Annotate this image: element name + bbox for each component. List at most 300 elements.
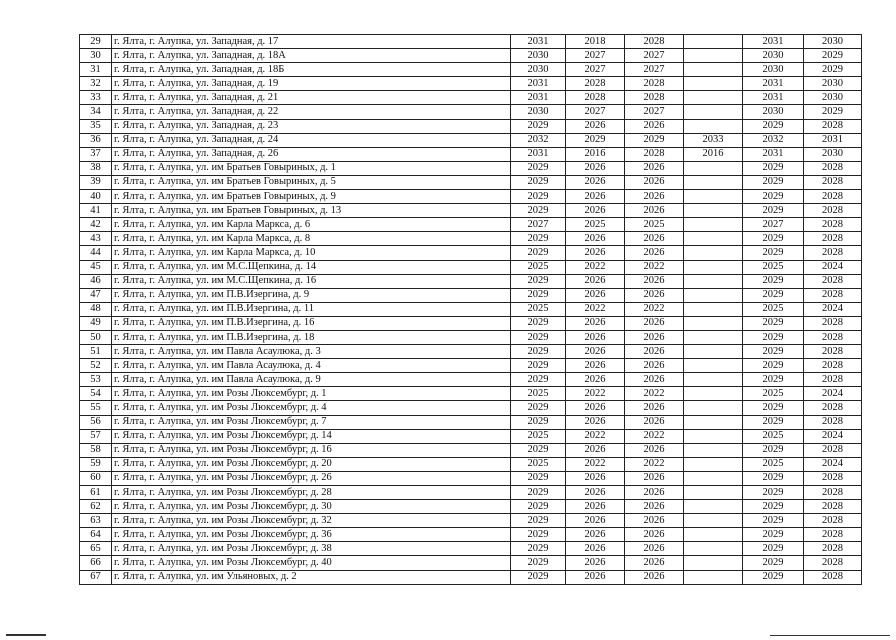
row-number: 58 — [80, 443, 112, 457]
table-row — [80, 486, 862, 500]
year-cell-1: 2029 — [511, 401, 566, 415]
year-cell-4 — [684, 63, 743, 77]
year-cell-1: 2029 — [511, 190, 566, 204]
table-row — [80, 556, 862, 570]
year-cell-5: 2029 — [743, 345, 804, 359]
year-cell-3: 2026 — [625, 415, 684, 429]
year-cell-1: 2025 — [511, 387, 566, 401]
year-cell-2: 2027 — [566, 63, 625, 77]
year-cell-2: 2029 — [566, 133, 625, 147]
year-cell-2: 2022 — [566, 302, 625, 316]
year-cell-4 — [684, 330, 743, 344]
year-cell-2: 2026 — [566, 204, 625, 218]
year-cell-4 — [684, 415, 743, 429]
year-cell-6: 2028 — [804, 330, 862, 344]
year-cell-1: 2029 — [511, 500, 566, 514]
table-row — [80, 119, 862, 133]
year-cell-6: 2028 — [804, 486, 862, 500]
address-cell: г. Ялта, г. Алупка, ул. им Ульяновых, д. 2 — [112, 570, 511, 584]
year-cell-4 — [684, 105, 743, 119]
table-row — [80, 373, 862, 387]
year-cell-4 — [684, 246, 743, 260]
year-cell-3: 2026 — [625, 542, 684, 556]
year-cell-5: 2031 — [743, 147, 804, 161]
year-cell-3: 2026 — [625, 528, 684, 542]
year-cell-6: 2028 — [804, 190, 862, 204]
year-cell-5: 2030 — [743, 49, 804, 63]
year-cell-2: 2026 — [566, 190, 625, 204]
row-number: 35 — [80, 119, 112, 133]
year-cell-1: 2029 — [511, 274, 566, 288]
year-cell-5: 2029 — [743, 542, 804, 556]
table-row — [80, 204, 862, 218]
year-cell-4 — [684, 556, 743, 570]
year-cell-1: 2029 — [511, 471, 566, 485]
year-cell-1: 2025 — [511, 457, 566, 471]
year-cell-1: 2030 — [511, 63, 566, 77]
table-row — [80, 133, 862, 147]
table-row — [80, 91, 862, 105]
year-cell-2: 2026 — [566, 330, 625, 344]
year-cell-4 — [684, 49, 743, 63]
row-number: 65 — [80, 542, 112, 556]
year-cell-5: 2032 — [743, 133, 804, 147]
table-row — [80, 175, 862, 189]
year-cell-6: 2030 — [804, 35, 862, 49]
year-cell-4 — [684, 190, 743, 204]
table-row — [80, 457, 862, 471]
row-number: 37 — [80, 147, 112, 161]
year-cell-1: 2029 — [511, 556, 566, 570]
row-number: 34 — [80, 105, 112, 119]
year-cell-4 — [684, 316, 743, 330]
year-cell-6: 2024 — [804, 457, 862, 471]
year-cell-3: 2026 — [625, 401, 684, 415]
row-number: 56 — [80, 415, 112, 429]
year-cell-3: 2027 — [625, 105, 684, 119]
year-cell-3: 2028 — [625, 35, 684, 49]
year-cell-1: 2029 — [511, 443, 566, 457]
table-row — [80, 570, 862, 584]
year-cell-1: 2029 — [511, 204, 566, 218]
year-cell-6: 2028 — [804, 218, 862, 232]
year-cell-6: 2029 — [804, 105, 862, 119]
year-cell-3: 2026 — [625, 119, 684, 133]
year-cell-6: 2028 — [804, 345, 862, 359]
year-cell-1: 2029 — [511, 330, 566, 344]
year-cell-3: 2022 — [625, 457, 684, 471]
address-cell: г. Ялта, г. Алупка, ул. им Карла Маркса, д. 6 — [112, 218, 511, 232]
year-cell-1: 2032 — [511, 133, 566, 147]
year-cell-4 — [684, 373, 743, 387]
year-cell-2: 2022 — [566, 429, 625, 443]
scan-mark-left — [6, 634, 46, 636]
table-row — [80, 105, 862, 119]
year-cell-2: 2026 — [566, 443, 625, 457]
year-cell-1: 2030 — [511, 49, 566, 63]
year-cell-2: 2026 — [566, 471, 625, 485]
address-cell: г. Ялта, г. Алупка, ул. Западная, д. 17 — [112, 35, 511, 49]
year-cell-1: 2029 — [511, 175, 566, 189]
table-row — [80, 274, 862, 288]
year-cell-1: 2029 — [511, 288, 566, 302]
table-row — [80, 288, 862, 302]
year-cell-1: 2025 — [511, 260, 566, 274]
year-cell-5: 2029 — [743, 471, 804, 485]
table-body — [80, 35, 862, 585]
year-cell-2: 2026 — [566, 401, 625, 415]
year-cell-2: 2027 — [566, 105, 625, 119]
address-cell: г. Ялта, г. Алупка, ул. им Братьев Говыриных, д. 9 — [112, 190, 511, 204]
row-number: 32 — [80, 77, 112, 91]
year-cell-5: 2029 — [743, 288, 804, 302]
year-cell-3: 2026 — [625, 232, 684, 246]
schedule-table — [79, 34, 862, 585]
year-cell-4 — [684, 274, 743, 288]
year-cell-4 — [684, 500, 743, 514]
year-cell-5: 2029 — [743, 514, 804, 528]
address-cell: г. Ялта, г. Алупка, ул. им Розы Люксембург, д. 26 — [112, 471, 511, 485]
year-cell-6: 2028 — [804, 359, 862, 373]
year-cell-4 — [684, 260, 743, 274]
row-number: 55 — [80, 401, 112, 415]
row-number: 36 — [80, 133, 112, 147]
year-cell-6: 2030 — [804, 77, 862, 91]
address-cell: г. Ялта, г. Алупка, ул. им П.В.Изергина, д. 16 — [112, 316, 511, 330]
year-cell-1: 2029 — [511, 316, 566, 330]
table-row — [80, 345, 862, 359]
table-row — [80, 387, 862, 401]
year-cell-6: 2028 — [804, 373, 862, 387]
table-row — [80, 528, 862, 542]
address-cell: г. Ялта, г. Алупка, ул. им Братьев Говыриных, д. 13 — [112, 204, 511, 218]
year-cell-5: 2025 — [743, 302, 804, 316]
table-row — [80, 415, 862, 429]
address-cell: г. Ялта, г. Алупка, ул. им Розы Люксембург, д. 14 — [112, 429, 511, 443]
year-cell-3: 2022 — [625, 260, 684, 274]
address-cell: г. Ялта, г. Алупка, ул. им Павла Асаулюка, д. 3 — [112, 345, 511, 359]
row-number: 40 — [80, 190, 112, 204]
year-cell-1: 2025 — [511, 302, 566, 316]
year-cell-4 — [684, 514, 743, 528]
year-cell-6: 2029 — [804, 63, 862, 77]
address-cell: г. Ялта, г. Алупка, ул. им Розы Люксембург, д. 36 — [112, 528, 511, 542]
year-cell-3: 2028 — [625, 77, 684, 91]
year-cell-1: 2029 — [511, 359, 566, 373]
year-cell-6: 2028 — [804, 161, 862, 175]
year-cell-2: 2022 — [566, 260, 625, 274]
row-number: 41 — [80, 204, 112, 218]
year-cell-6: 2028 — [804, 232, 862, 246]
year-cell-2: 2026 — [566, 359, 625, 373]
year-cell-3: 2026 — [625, 330, 684, 344]
row-number: 47 — [80, 288, 112, 302]
year-cell-2: 2026 — [566, 415, 625, 429]
year-cell-5: 2029 — [743, 443, 804, 457]
year-cell-6: 2024 — [804, 260, 862, 274]
address-cell: г. Ялта, г. Алупка, ул. им Розы Люксембург, д. 16 — [112, 443, 511, 457]
year-cell-5: 2029 — [743, 274, 804, 288]
address-cell: г. Ялта, г. Алупка, ул. Западная, д. 23 — [112, 119, 511, 133]
year-cell-4: 2033 — [684, 133, 743, 147]
table-row — [80, 316, 862, 330]
year-cell-6: 2028 — [804, 246, 862, 260]
table-row — [80, 471, 862, 485]
address-cell: г. Ялта, г. Алупка, ул. им П.В.Изергина, д. 11 — [112, 302, 511, 316]
year-cell-5: 2025 — [743, 387, 804, 401]
year-cell-4 — [684, 161, 743, 175]
year-cell-4 — [684, 486, 743, 500]
row-number: 31 — [80, 63, 112, 77]
year-cell-5: 2029 — [743, 316, 804, 330]
year-cell-1: 2029 — [511, 373, 566, 387]
year-cell-1: 2029 — [511, 232, 566, 246]
year-cell-6: 2028 — [804, 415, 862, 429]
address-cell: г. Ялта, г. Алупка, ул. Западная, д. 26 — [112, 147, 511, 161]
year-cell-6: 2028 — [804, 542, 862, 556]
table-row — [80, 500, 862, 514]
year-cell-4 — [684, 429, 743, 443]
table-row — [80, 542, 862, 556]
year-cell-2: 2026 — [566, 514, 625, 528]
year-cell-5: 2029 — [743, 119, 804, 133]
year-cell-1: 2031 — [511, 91, 566, 105]
year-cell-6: 2028 — [804, 274, 862, 288]
row-number: 64 — [80, 528, 112, 542]
year-cell-3: 2025 — [625, 218, 684, 232]
row-number: 44 — [80, 246, 112, 260]
year-cell-6: 2031 — [804, 133, 862, 147]
year-cell-5: 2029 — [743, 528, 804, 542]
year-cell-4 — [684, 77, 743, 91]
year-cell-2: 2026 — [566, 246, 625, 260]
year-cell-2: 2027 — [566, 49, 625, 63]
year-cell-6: 2028 — [804, 401, 862, 415]
year-cell-3: 2026 — [625, 500, 684, 514]
year-cell-6: 2028 — [804, 119, 862, 133]
year-cell-4 — [684, 570, 743, 584]
year-cell-2: 2028 — [566, 91, 625, 105]
row-number: 48 — [80, 302, 112, 316]
address-cell: г. Ялта, г. Алупка, ул. им П.В.Изергина, д. 18 — [112, 330, 511, 344]
year-cell-3: 2026 — [625, 345, 684, 359]
table-row — [80, 190, 862, 204]
row-number: 51 — [80, 345, 112, 359]
year-cell-2: 2026 — [566, 528, 625, 542]
year-cell-5: 2029 — [743, 401, 804, 415]
row-number: 46 — [80, 274, 112, 288]
year-cell-6: 2029 — [804, 49, 862, 63]
year-cell-1: 2029 — [511, 415, 566, 429]
row-number: 30 — [80, 49, 112, 63]
row-number: 42 — [80, 218, 112, 232]
row-number: 66 — [80, 556, 112, 570]
year-cell-2: 2026 — [566, 232, 625, 246]
table-row — [80, 147, 862, 161]
table-row — [80, 49, 862, 63]
address-cell: г. Ялта, г. Алупка, ул. им Розы Люксембург, д. 38 — [112, 542, 511, 556]
year-cell-3: 2027 — [625, 63, 684, 77]
year-cell-4 — [684, 359, 743, 373]
table-row — [80, 401, 862, 415]
year-cell-6: 2024 — [804, 387, 862, 401]
address-cell: г. Ялта, г. Алупка, ул. им Розы Люксембург, д. 4 — [112, 401, 511, 415]
row-number: 63 — [80, 514, 112, 528]
year-cell-6: 2028 — [804, 500, 862, 514]
address-cell: г. Ялта, г. Алупка, ул. им М.С.Щепкина, д. 16 — [112, 274, 511, 288]
row-number: 60 — [80, 471, 112, 485]
year-cell-2: 2022 — [566, 457, 625, 471]
address-cell: г. Ялта, г. Алупка, ул. им Розы Люксембург, д. 28 — [112, 486, 511, 500]
year-cell-2: 2026 — [566, 175, 625, 189]
row-number: 57 — [80, 429, 112, 443]
address-cell: г. Ялта, г. Алупка, ул. Западная, д. 22 — [112, 105, 511, 119]
address-cell: г. Ялта, г. Алупка, ул. им П.В.Изергина, д. 9 — [112, 288, 511, 302]
year-cell-3: 2026 — [625, 514, 684, 528]
year-cell-5: 2029 — [743, 190, 804, 204]
year-cell-5: 2029 — [743, 500, 804, 514]
year-cell-4 — [684, 35, 743, 49]
year-cell-3: 2029 — [625, 133, 684, 147]
year-cell-2: 2026 — [566, 288, 625, 302]
year-cell-6: 2028 — [804, 204, 862, 218]
year-cell-6: 2028 — [804, 471, 862, 485]
year-cell-3: 2026 — [625, 570, 684, 584]
year-cell-1: 2029 — [511, 345, 566, 359]
year-cell-5: 2029 — [743, 373, 804, 387]
table-row — [80, 35, 862, 49]
year-cell-4 — [684, 443, 743, 457]
year-cell-5: 2031 — [743, 77, 804, 91]
year-cell-3: 2026 — [625, 316, 684, 330]
table-row — [80, 246, 862, 260]
year-cell-5: 2029 — [743, 415, 804, 429]
year-cell-1: 2029 — [511, 246, 566, 260]
year-cell-3: 2026 — [625, 246, 684, 260]
year-cell-3: 2022 — [625, 387, 684, 401]
row-number: 38 — [80, 161, 112, 175]
year-cell-1: 2029 — [511, 486, 566, 500]
year-cell-2: 2025 — [566, 218, 625, 232]
year-cell-5: 2029 — [743, 161, 804, 175]
year-cell-6: 2028 — [804, 528, 862, 542]
year-cell-4 — [684, 175, 743, 189]
year-cell-1: 2031 — [511, 77, 566, 91]
year-cell-3: 2026 — [625, 443, 684, 457]
year-cell-5: 2029 — [743, 570, 804, 584]
year-cell-2: 2022 — [566, 387, 625, 401]
year-cell-5: 2029 — [743, 556, 804, 570]
year-cell-5: 2029 — [743, 246, 804, 260]
row-number: 62 — [80, 500, 112, 514]
year-cell-4 — [684, 542, 743, 556]
year-cell-2: 2026 — [566, 570, 625, 584]
address-cell: г. Ялта, г. Алупка, ул. им Карла Маркса, д. 8 — [112, 232, 511, 246]
row-number: 54 — [80, 387, 112, 401]
address-cell: г. Ялта, г. Алупка, ул. им Розы Люксембург, д. 1 — [112, 387, 511, 401]
table-row — [80, 514, 862, 528]
year-cell-6: 2030 — [804, 91, 862, 105]
table-row — [80, 443, 862, 457]
year-cell-3: 2022 — [625, 302, 684, 316]
year-cell-3: 2026 — [625, 359, 684, 373]
year-cell-5: 2030 — [743, 105, 804, 119]
year-cell-1: 2031 — [511, 147, 566, 161]
table-row — [80, 359, 862, 373]
year-cell-4 — [684, 471, 743, 485]
year-cell-2: 2016 — [566, 147, 625, 161]
year-cell-1: 2029 — [511, 514, 566, 528]
year-cell-2: 2026 — [566, 274, 625, 288]
year-cell-2: 2026 — [566, 500, 625, 514]
row-number: 33 — [80, 91, 112, 105]
table-row — [80, 429, 862, 443]
year-cell-5: 2027 — [743, 218, 804, 232]
year-cell-4 — [684, 232, 743, 246]
row-number: 50 — [80, 330, 112, 344]
year-cell-2: 2026 — [566, 161, 625, 175]
table-row — [80, 218, 862, 232]
year-cell-5: 2025 — [743, 260, 804, 274]
year-cell-5: 2031 — [743, 35, 804, 49]
year-cell-6: 2028 — [804, 570, 862, 584]
address-cell: г. Ялта, г. Алупка, ул. Западная, д. 24 — [112, 133, 511, 147]
year-cell-1: 2029 — [511, 528, 566, 542]
year-cell-4 — [684, 218, 743, 232]
address-cell: г. Ялта, г. Алупка, ул. им Розы Люксембург, д. 32 — [112, 514, 511, 528]
year-cell-2: 2026 — [566, 316, 625, 330]
table-row — [80, 161, 862, 175]
year-cell-1: 2029 — [511, 570, 566, 584]
year-cell-4 — [684, 345, 743, 359]
year-cell-3: 2026 — [625, 486, 684, 500]
year-cell-2: 2018 — [566, 35, 625, 49]
year-cell-6: 2028 — [804, 316, 862, 330]
year-cell-4 — [684, 119, 743, 133]
year-cell-1: 2030 — [511, 105, 566, 119]
address-cell: г. Ялта, г. Алупка, ул. им Розы Люксембург, д. 30 — [112, 500, 511, 514]
year-cell-1: 2029 — [511, 119, 566, 133]
table-row — [80, 330, 862, 344]
year-cell-1: 2031 — [511, 35, 566, 49]
year-cell-6: 2028 — [804, 175, 862, 189]
row-number: 45 — [80, 260, 112, 274]
year-cell-5: 2029 — [743, 330, 804, 344]
year-cell-3: 2027 — [625, 49, 684, 63]
year-cell-5: 2030 — [743, 63, 804, 77]
year-cell-6: 2028 — [804, 556, 862, 570]
address-cell: г. Ялта, г. Алупка, ул. Западная, д. 18Б — [112, 63, 511, 77]
year-cell-4 — [684, 91, 743, 105]
year-cell-2: 2026 — [566, 556, 625, 570]
row-number: 67 — [80, 570, 112, 584]
year-cell-3: 2026 — [625, 204, 684, 218]
year-cell-3: 2028 — [625, 147, 684, 161]
year-cell-3: 2026 — [625, 373, 684, 387]
year-cell-4: 2016 — [684, 147, 743, 161]
address-cell: г. Ялта, г. Алупка, ул. им Розы Люксембург, д. 20 — [112, 457, 511, 471]
year-cell-5: 2029 — [743, 204, 804, 218]
year-cell-5: 2025 — [743, 429, 804, 443]
year-cell-3: 2026 — [625, 556, 684, 570]
address-cell: г. Ялта, г. Алупка, ул. им Братьев Говыриных, д. 5 — [112, 175, 511, 189]
year-cell-3: 2026 — [625, 175, 684, 189]
year-cell-1: 2025 — [511, 429, 566, 443]
row-number: 59 — [80, 457, 112, 471]
year-cell-5: 2029 — [743, 486, 804, 500]
year-cell-5: 2031 — [743, 91, 804, 105]
row-number: 39 — [80, 175, 112, 189]
